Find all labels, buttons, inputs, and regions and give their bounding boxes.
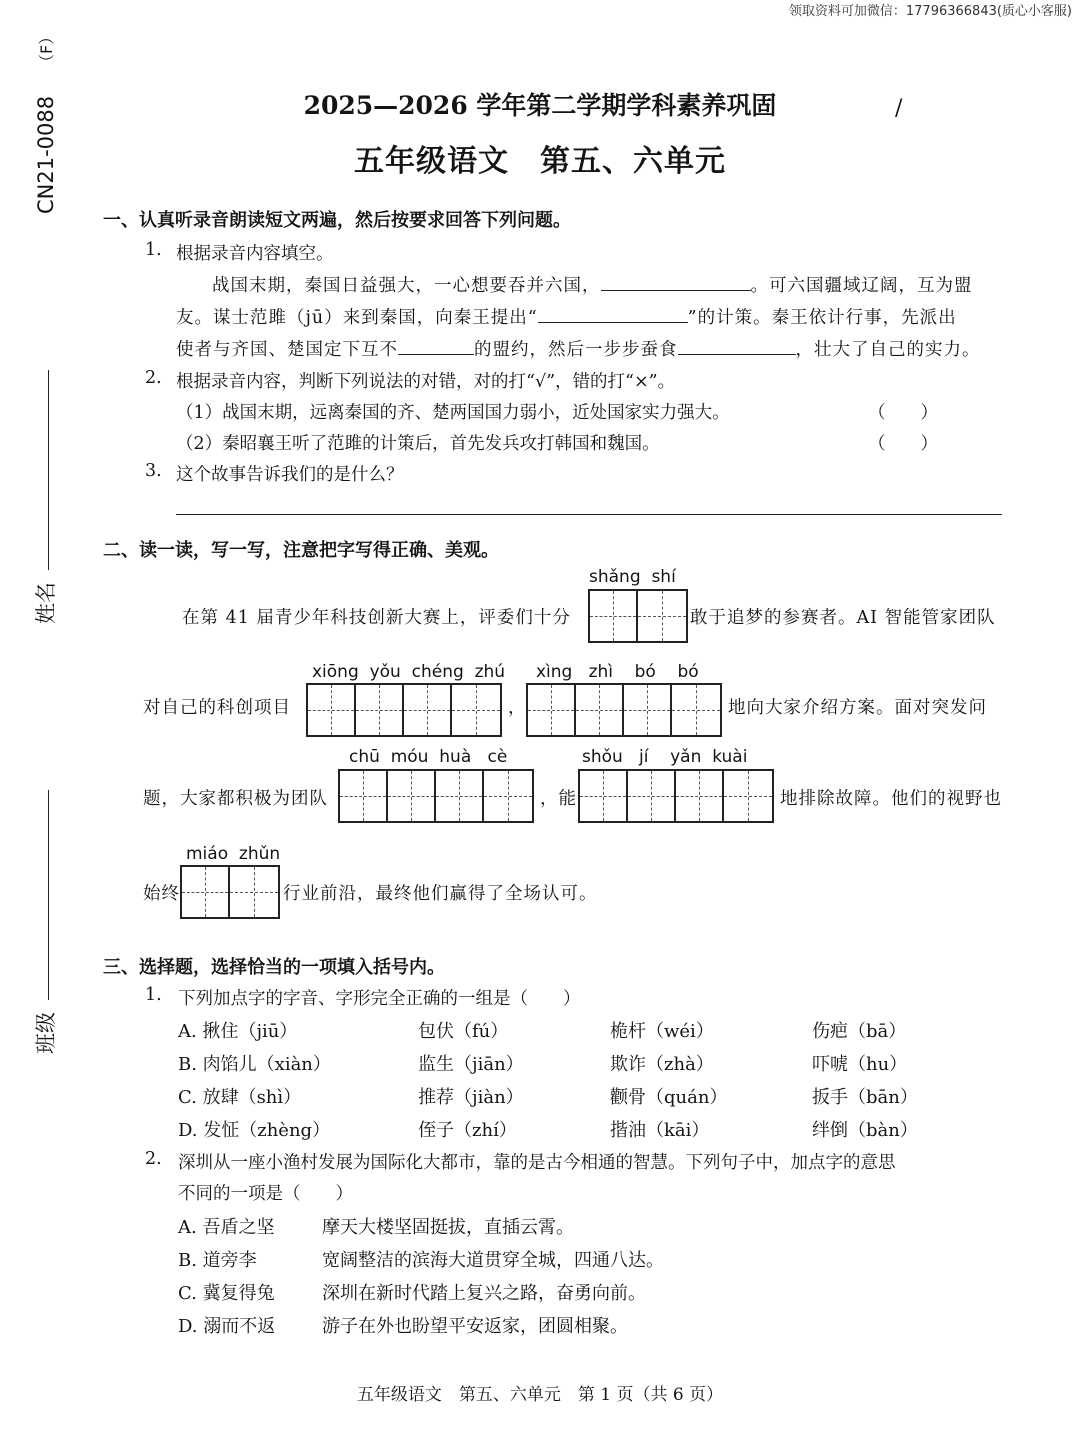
s3-q2-option-b-sentence: 宽阔整洁的滨海大道贯穿全城，四通八达。: [322, 1250, 664, 1271]
pinyin-miaozhun: miáo zhǔn: [186, 844, 281, 864]
choice-d-1: D. 发怔（zhèng）: [178, 1120, 331, 1141]
fill-blank[interactable]: [398, 338, 474, 355]
writing-text-4a: 始终: [143, 884, 180, 904]
name-line: [48, 370, 49, 570]
q1-text: 根据录音内容填空。: [176, 244, 334, 264]
s3-q1-number: 1.: [145, 985, 162, 1005]
writing-grid-choumou[interactable]: [338, 769, 534, 823]
passage-line-3: [176, 336, 981, 361]
choice-a-1: A. 揪住（jiū）: [178, 1021, 298, 1042]
class-label: 班级: [34, 1012, 58, 1054]
pen-mark: /: [895, 96, 903, 121]
passage-line-2: [176, 304, 957, 329]
s3-q2-number: 2.: [145, 1149, 162, 1169]
fill-blank[interactable]: [538, 306, 688, 323]
pinyin-xiongyou: xiōng yǒu chéng zhú: [312, 662, 506, 682]
class-line: [48, 790, 49, 1000]
judge-item-2: （2）秦昭襄王听了范雎的计策后，首先发兵攻打韩国和魏国。: [176, 434, 660, 454]
s3-q2-option-b: B. 道旁李: [178, 1250, 257, 1271]
s3-q1-text: 下列加点字的字音、字形完全正确的一组是（ ）: [178, 989, 581, 1009]
exam-code: CN21-0088: [34, 95, 58, 214]
writing-text-3a: 题，大家都积极为团队: [143, 789, 328, 809]
writing-grid-xiongyou[interactable]: [306, 683, 502, 737]
passage-text: 。可六国疆域辽阔，互为盟: [750, 276, 973, 296]
writing-text-2a: 对自己的科创项目: [143, 698, 291, 718]
choice-d-4: 绊倒（bàn）: [812, 1120, 918, 1141]
s3-q2-text-line2: 不同的一项是（ ）: [178, 1184, 353, 1204]
choice-c-1: C. 放肆（shì）: [178, 1087, 302, 1108]
choice-a-4: 伤疤（bā）: [812, 1021, 907, 1042]
page-title: 2025—2026 学年第二学期学科素养巩固: [303, 91, 777, 120]
fill-blank[interactable]: [601, 274, 751, 291]
s3-q2-text-line1: 深圳从一座小渔村发展为国际化大都市，靠的是古今相通的智慧。下列句子中，加点字的意思: [178, 1153, 896, 1173]
choice-b-2: 监生（jiān）: [418, 1054, 524, 1075]
s3-q2-option-d: D. 溺而不返: [178, 1316, 276, 1337]
judge-item-1: （1）战国末期，远离秦国的齐、楚两国国力弱小，近处国家实力强大。: [176, 403, 730, 423]
s3-q2-option-a: A. 吾盾之坚: [178, 1217, 275, 1238]
edition-mark: （F）: [37, 28, 56, 70]
choice-b-1: B. 肉馅儿（xiàn）: [178, 1054, 331, 1075]
writing-comma-neng: ，能: [540, 789, 577, 809]
section3-heading: 三、选择题，选择恰当的一项填入括号内。: [103, 957, 445, 978]
s3-q2-option-a-sentence: 摩天大楼坚固挺拔，直插云霄。: [322, 1217, 574, 1238]
writing-text-3b: 地排除故障。他们的视野也: [780, 789, 1002, 809]
section1-heading: 一、认真听录音朗读短文两遍，然后按要求回答下列问题。: [103, 210, 571, 231]
answer-line[interactable]: [176, 514, 1002, 515]
name-label: 姓名: [34, 582, 58, 624]
writing-text-1a: 在第 41 届青少年科技创新大赛上，评委们十分: [182, 608, 571, 628]
s3-q2-option-c-sentence: 深圳在新时代踏上复兴之路，奋勇向前。: [322, 1283, 646, 1304]
s3-q2-option-c: C. 冀复得兔: [178, 1283, 275, 1304]
passage-line-1: [212, 272, 973, 297]
writing-text-4b: 行业前沿，最终他们赢得了全场认可。: [283, 884, 598, 904]
q2-number: 2.: [145, 368, 162, 388]
choice-d-3: 揩油（kāi）: [610, 1120, 710, 1141]
writing-text-1b: 敢于追梦的参赛者。AI 智能管家团队: [690, 608, 996, 628]
choice-c-4: 扳手（bān）: [812, 1087, 918, 1108]
q3-text: 这个故事告诉我们的是什么？: [176, 465, 404, 485]
passage-text: 战国末期，秦国日益强大，一心想要吞并六国，: [212, 276, 601, 296]
judge-answer-2[interactable]: （ ）: [868, 434, 938, 454]
pinyin-xingzhi: xìng zhì bó bó: [536, 662, 699, 682]
page-subtitle: 五年级语文 第五、六单元: [354, 144, 726, 179]
page-footer: 五年级语文 第五、六单元 第 1 页（共 6 页）: [356, 1385, 724, 1405]
choice-a-3: 桅杆（wéi）: [610, 1021, 714, 1042]
s3-q2-option-d-sentence: 游子在外也盼望平安返家，团圆相聚。: [322, 1316, 628, 1337]
pinyin-choumou: chū móu huà cè: [349, 747, 508, 767]
choice-b-4: 吓唬（hu）: [812, 1054, 908, 1075]
pinyin-shangshi: shǎng shí: [589, 567, 676, 587]
writing-grid-miaozhun[interactable]: [180, 865, 280, 919]
writing-grid-shouji[interactable]: [578, 769, 774, 823]
choice-b-3: 欺诈（zhà）: [610, 1054, 714, 1075]
writing-text-2b: 地向大家介绍方案。面对突发问: [728, 698, 987, 718]
q3-number: 3.: [145, 461, 162, 481]
choice-d-2: 侄子（zhí）: [418, 1120, 517, 1141]
passage-text: ”的计策。秦王依计行事，先派出: [687, 308, 957, 328]
section2-heading: 二、读一读，写一写，注意把字写得正确、美观。: [103, 540, 499, 561]
passage-text: 友。谋士范雎（jū）来到秦国，向秦王提出“: [176, 308, 538, 328]
choice-a-2: 包伏（fú）: [418, 1021, 509, 1042]
pinyin-shouji: shǒu jí yǎn kuài: [582, 747, 748, 767]
passage-text: ，壮大了自己的实力。: [795, 340, 981, 360]
judge-answer-1[interactable]: （ ）: [868, 403, 938, 423]
fill-blank[interactable]: [678, 338, 796, 355]
choice-c-2: 推荐（jiàn）: [418, 1087, 524, 1108]
writing-grid-xingzhi[interactable]: [526, 683, 722, 737]
q2-text: 根据录音内容，判断下列说法的对错，对的打“√”，错的打“×”。: [176, 372, 676, 392]
passage-text: 的盟约，然后一步步蚕食: [474, 340, 678, 360]
passage-text: 使者与齐国、楚国定下互不: [176, 340, 398, 360]
choice-c-3: 颧骨（quán）: [610, 1087, 728, 1108]
q1-number: 1.: [145, 240, 162, 260]
writing-comma: ，: [508, 698, 527, 718]
writing-grid-shangshi[interactable]: [588, 589, 688, 643]
watermark-text: 领取资料可加微信：17796366843(质心小客服): [788, 4, 1072, 19]
